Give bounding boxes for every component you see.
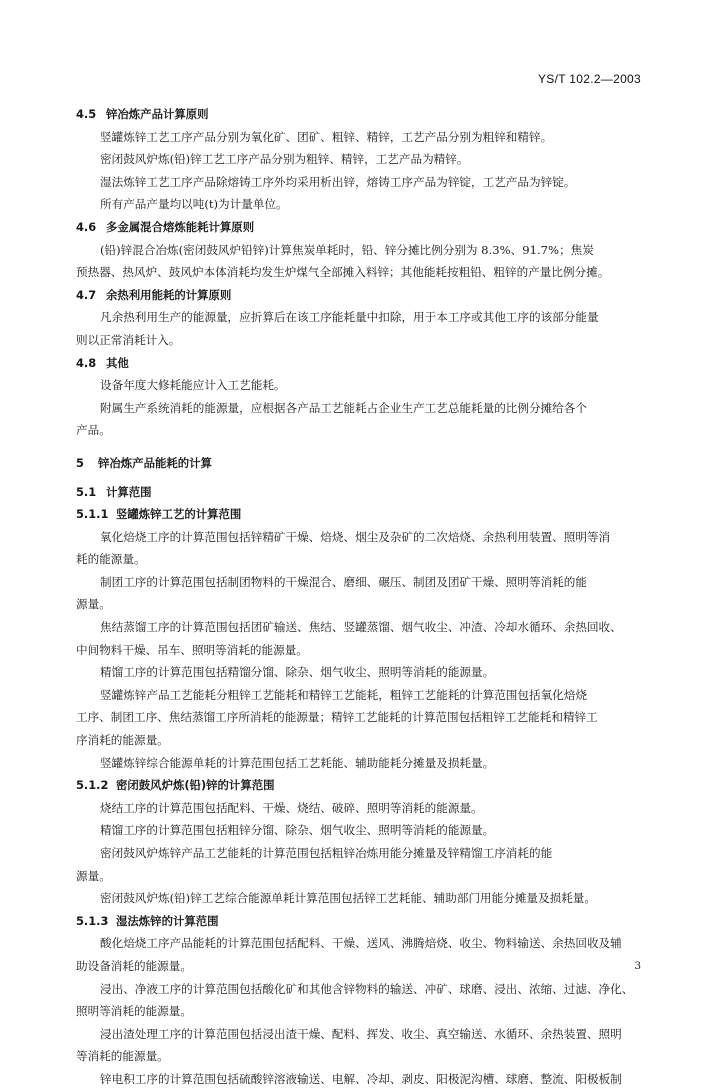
paragraph-line: 锌电积工序的计算范围包括硫酸锌溶液输送、电解、冷却、剥皮、阳极泥沟槽、球磨、整流、阳极板制 [100, 1071, 622, 1086]
paragraph-line: 竖罐炼锌工艺工序产品分别为氧化矿、团矿、粗锌、精锌，工艺产品分别为粗锌和精锌。 [100, 129, 553, 144]
paragraph-line: 氧化焙烧工序的计算范围包括锌精矿干燥、焙烧、烟尘及杂矿的二次焙烧、余热利用装置、照明等消 [100, 529, 611, 544]
section-title: 余热利用能耗的计算原则 [106, 287, 232, 302]
section-number: 5.1.3 [76, 913, 109, 928]
paragraph-line: 密闭鼓风炉炼(铅)锌工艺综合能源单耗计算范围包括锌工艺耗能、辅助部门用能分摊量及损耗量。 [100, 891, 596, 906]
section-title: 锌冶炼产品能耗的计算 [98, 455, 212, 470]
document-code: YS/T 102.2—2003 [537, 72, 641, 86]
section-title: 计算范围 [106, 484, 152, 499]
section-title: 湿法炼锌的计算范围 [116, 913, 219, 928]
paragraph-line: 精馏工序的计算范围包括粗锌分馏、除杂、烟气收尘、照明等消耗的能源量。 [100, 823, 495, 838]
paragraph-line: 焦结蒸馏工序的计算范围包括团矿输送、焦结、竖罐蒸馏、烟气收尘、冲渣、冷却水循环、余热回收、 [100, 620, 622, 635]
section-number: 4.5 [76, 107, 97, 121]
paragraph-line: 密闭鼓风炉炼锌产品工艺能耗的计算范围包括粗锌冶炼用能分摊量及锌精馏工序消耗的能 [100, 846, 553, 860]
heading-4-6 [76, 216, 652, 239]
paragraph-line: 附属生产系统消耗的能源量，应根据各产品工艺能耗占企业生产工艺总能耗量的比例分摊给各个 [100, 400, 587, 415]
paragraph-line: 耗的能源量。 [76, 552, 146, 567]
section-number: 5.1 [76, 484, 97, 499]
heading-5-1 [76, 481, 652, 504]
section-number: 5.1.2 [76, 778, 109, 793]
paragraph-line: 制团工序的计算范围包括制团物料的干燥混合、磨细、碾压、制团及团矿干燥、照明等消耗的能 [100, 574, 587, 589]
section-number: 4.7 [76, 287, 97, 302]
heading-4-5 [76, 103, 652, 126]
heading-4-7 [76, 284, 652, 307]
paragraph-line: 等消耗的能源量。 [76, 1049, 169, 1064]
paragraph-line: 产品。 [76, 423, 111, 438]
spacer [76, 442, 652, 452]
section-title: 多金属混合熔炼能耗计算原则 [106, 219, 255, 234]
paragraph-line: 源量。 [76, 597, 111, 612]
section-number: 5 [76, 455, 84, 470]
paragraph-line: 序消耗的能源量。 [76, 733, 169, 748]
paragraph-line: 源量。 [76, 868, 111, 883]
section-number: 4.6 [76, 219, 97, 234]
section-title: 锌冶炼产品计算原则 [106, 107, 209, 121]
paragraph-line: 浸出渣处理工序的计算范围包括浸出渣干燥、配料、挥发、收尘、真空输送、水循环、余热装置、照明 [100, 1026, 622, 1041]
paragraph-line: 则以正常消耗计入。 [76, 332, 181, 347]
paragraph-line: 精馏工序的计算范围包括精馏分馏、除杂、烟气收尘、照明等消耗的能源量。 [100, 665, 495, 680]
paragraph-line: 预热器、热风炉、鼓风炉本体消耗均发生炉煤气全部摊入料锌；其他能耗按粗铅、粗锌的产量比例分摊。 [76, 265, 610, 280]
paragraph-line: 凡余热利用生产的能源量，应折算后在该工序能耗量中扣除，用于本工序或其他工序的该部分能量 [100, 310, 599, 325]
paragraph-line: 竖罐炼锌综合能源单耗的计算范围包括工艺耗能、辅助能耗分摊量及损耗量。 [100, 755, 495, 770]
document-body [76, 103, 652, 1091]
paragraph-line: 酸化焙烧工序产品能耗的计算范围包括配料、干燥、送风、沸腾焙烧、收尘、物料输送、余热回收及辅 [100, 936, 622, 951]
paragraph-line: 湿法炼锌工艺工序产品除熔铸工序外均采用析出锌，熔铸工序产品为锌锭，工艺产品为锌锭。 [100, 174, 576, 189]
heading-5 [76, 452, 652, 475]
paragraph-line: 助设备消耗的能源量。 [76, 958, 192, 973]
section-number: 4.8 [76, 355, 97, 370]
heading-5-1-3 [76, 910, 652, 933]
section-title: 其他 [106, 355, 129, 370]
heading-4-8 [76, 352, 652, 375]
paragraph-line: 竖罐炼锌产品工艺能耗分粗锌工艺能耗和精锌工艺能耗，粗锌工艺能耗的计算范围包括氧化焙烧 [100, 687, 587, 702]
paragraph-line: 所有产品产量均以吨(t)为计量单位。 [100, 197, 288, 212]
heading-5-1-2 [76, 774, 652, 797]
section-title: 密闭鼓风炉炼(铅)锌的计算范围 [116, 778, 275, 793]
section-title: 竖罐炼锌工艺的计算范围 [116, 507, 242, 522]
paragraph-line: 设备年度大修耗能应计入工艺能耗。 [100, 378, 286, 393]
paragraph-line: 烧结工序的计算范围包括配料、干燥、烧结、破碎、照明等消耗的能源量。 [100, 800, 483, 815]
page-number: 3 [634, 960, 641, 972]
paragraph-line: 工序、制团工序、焦结蒸馏工序所消耗的能源量；精锌工艺能耗的计算范围包括粗锌工艺能耗和精锌工 [76, 710, 598, 725]
heading-5-1-1 [76, 503, 652, 526]
paragraph-line: 中间物料干燥、吊车、照明等消耗的能源量。 [76, 642, 308, 657]
paragraph-line: 照明等消耗的能源量。 [76, 1004, 192, 1019]
paragraph-line: 浸出、净液工序的计算范围包括酸化矿和其他含锌物料的输送、冲矿、球磨、浸出、浓缩、过滤、净化、 [100, 981, 634, 996]
paragraph-line: (铅)锌混合冶炼(密闭鼓风炉铅锌)计算焦炭单耗时，铅、锌分摊比例分别为 8.3%、91.7%；焦炭 [100, 242, 594, 257]
paragraph-line: 密闭鼓风炉炼(铅)锌工艺工序产品分别为粗锌、精锌，工艺产品为精锌。 [100, 152, 469, 167]
section-number: 5.1.1 [76, 507, 109, 522]
